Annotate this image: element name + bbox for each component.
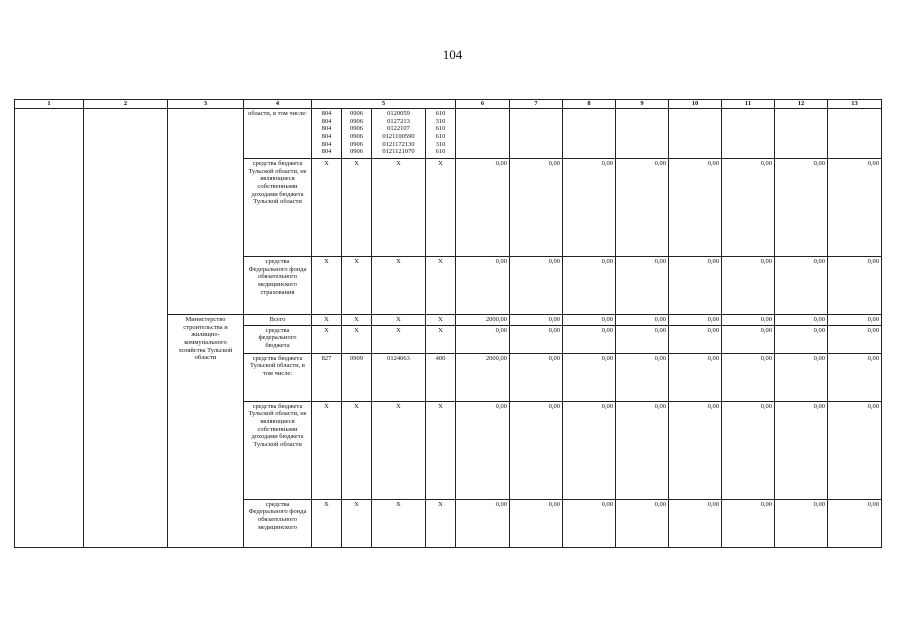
budget-code-cell: 0120059 0127213 0122107 0121100590 0121172130 0121121070	[372, 109, 426, 159]
amount-cell: 0,00	[616, 159, 669, 257]
header-cell: 5	[312, 100, 456, 109]
budget-code-cell: X	[426, 499, 456, 547]
table-row	[15, 109, 882, 159]
budget-code-cell: X	[342, 315, 372, 326]
budget-code-cell: X	[426, 325, 456, 353]
budget-code-cell: X	[312, 159, 342, 257]
amount-cell: 0,00	[669, 257, 722, 315]
amount-cell: 0,00	[722, 401, 775, 499]
amount-cell: 0,00	[616, 315, 669, 326]
amount-cell: 0,00	[563, 325, 616, 353]
header-cell: 6	[456, 100, 510, 109]
funding-source-cell: области, в том числе:	[244, 109, 312, 159]
amount-cell: 0,00	[775, 257, 828, 315]
amount-cell: 0,00	[722, 315, 775, 326]
organization-cell	[168, 109, 244, 315]
amount-cell: 0,00	[828, 257, 882, 315]
budget-code-cell: X	[426, 257, 456, 315]
amount-cell: 0,00	[616, 325, 669, 353]
amount-cell: 0,00	[775, 499, 828, 547]
amount-cell: 0,00	[669, 499, 722, 547]
amount-cell	[563, 109, 616, 159]
header-cell: 10	[669, 100, 722, 109]
amount-cell: 0,00	[828, 315, 882, 326]
amount-cell: 0,00	[828, 499, 882, 547]
amount-cell	[828, 109, 882, 159]
budget-code-cell: X	[372, 315, 426, 326]
amount-cell: 0,00	[775, 159, 828, 257]
amount-cell: 0,00	[510, 257, 563, 315]
header-cell: 4	[244, 100, 312, 109]
amount-cell: 0,00	[510, 325, 563, 353]
budget-code-cell: X	[372, 401, 426, 499]
budget-code-cell: X	[426, 315, 456, 326]
amount-cell: 0,00	[456, 499, 510, 547]
funding-source-cell: средства бюджета Тульской области, не являющиеся собственными доходами бюджета Тульской области	[244, 159, 312, 257]
amount-cell: 0,00	[563, 353, 616, 401]
header-cell: 8	[563, 100, 616, 109]
amount-cell: 0,00	[722, 325, 775, 353]
amount-cell: 0,00	[616, 401, 669, 499]
budget-code-cell: X	[342, 499, 372, 547]
budget-code-cell: X	[312, 315, 342, 326]
amount-cell: 0,00	[456, 401, 510, 499]
organization-cell: Министерство строительства и жилищно-коммунального хозяйства Тульской области	[168, 315, 244, 548]
amount-cell: 0,00	[616, 257, 669, 315]
merged-empty-cell	[84, 109, 168, 548]
amount-cell: 0,00	[563, 401, 616, 499]
amount-cell	[775, 109, 828, 159]
header-cell: 9	[616, 100, 669, 109]
funding-source-cell: средства Федерального фонда обязательного медицинского страхования	[244, 257, 312, 315]
budget-code-cell: X	[342, 257, 372, 315]
header-cell: 1	[15, 100, 84, 109]
budget-code-cell: X	[372, 499, 426, 547]
amount-cell: 0,00	[722, 257, 775, 315]
budget-code-cell: 400	[426, 353, 456, 401]
budget-code-cell: 827	[312, 353, 342, 401]
budget-code-cell: 0124063	[372, 353, 426, 401]
amount-cell: 0,00	[510, 159, 563, 257]
funding-source-cell: средства федерального бюджета	[244, 325, 312, 353]
funding-source-cell: средства Федерального фонда обязательного медицинского	[244, 499, 312, 547]
amount-cell: 0,00	[563, 257, 616, 315]
amount-cell: 0,00	[510, 401, 563, 499]
header-cell: 13	[828, 100, 882, 109]
amount-cell: 0,00	[563, 315, 616, 326]
amount-cell: 0,00	[669, 353, 722, 401]
amount-cell: 0,00	[775, 325, 828, 353]
amount-cell: 0,00	[828, 353, 882, 401]
budget-code-cell: X	[342, 325, 372, 353]
page-number: 104	[442, 47, 463, 62]
amount-cell: 0,00	[722, 499, 775, 547]
budget-table	[14, 99, 882, 548]
amount-cell: 0,00	[669, 401, 722, 499]
amount-cell: 0,00	[722, 353, 775, 401]
amount-cell: 0,00	[563, 159, 616, 257]
amount-cell: 0,00	[456, 159, 510, 257]
budget-code-cell: X	[342, 401, 372, 499]
amount-cell: 2000,00	[456, 353, 510, 401]
budget-code-cell: X	[426, 401, 456, 499]
amount-cell: 0,00	[775, 401, 828, 499]
budget-code-cell: 610 310 610 610 310 610	[426, 109, 456, 159]
amount-cell	[616, 109, 669, 159]
merged-empty-cell	[15, 109, 84, 548]
budget-code-cell: X	[372, 325, 426, 353]
amount-cell: 0,00	[828, 401, 882, 499]
amount-cell: 0,00	[456, 325, 510, 353]
budget-code-cell: X	[312, 499, 342, 547]
header-cell: 12	[775, 100, 828, 109]
amount-cell: 0,00	[669, 325, 722, 353]
amount-cell: 0,00	[722, 159, 775, 257]
budget-code-cell: 0906 0906 0906 0906 0906 0906	[342, 109, 372, 159]
amount-cell: 0,00	[828, 325, 882, 353]
budget-code-cell: 804 804 804 804 804 804	[312, 109, 342, 159]
funding-source-cell: средства бюджета Тульской области, в том числе:	[244, 353, 312, 401]
amount-cell	[456, 109, 510, 159]
amount-cell	[669, 109, 722, 159]
amount-cell: 0,00	[510, 353, 563, 401]
budget-code-cell: X	[342, 159, 372, 257]
amount-cell: 0,00	[510, 315, 563, 326]
amount-cell	[722, 109, 775, 159]
amount-cell: 0,00	[456, 257, 510, 315]
budget-code-cell: X	[312, 257, 342, 315]
header-cell: 7	[510, 100, 563, 109]
amount-cell	[510, 109, 563, 159]
amount-cell: 0,00	[616, 499, 669, 547]
budget-code-cell: X	[312, 401, 342, 499]
amount-cell: 0,00	[669, 159, 722, 257]
budget-code-cell: X	[372, 159, 426, 257]
funding-source-cell: Всего	[244, 315, 312, 326]
amount-cell: 0,00	[828, 159, 882, 257]
header-cell: 3	[168, 100, 244, 109]
header-cell: 2	[84, 100, 168, 109]
budget-code-cell: X	[426, 159, 456, 257]
amount-cell: 0,00	[669, 315, 722, 326]
amount-cell: 0,00	[775, 315, 828, 326]
amount-cell: 0,00	[563, 499, 616, 547]
funding-source-cell: средства бюджета Тульской области, не являющиеся собственными доходами бюджета Тульской области	[244, 401, 312, 499]
budget-code-cell: X	[372, 257, 426, 315]
budget-code-cell: 0909	[342, 353, 372, 401]
amount-cell: 2000,00	[456, 315, 510, 326]
amount-cell: 0,00	[510, 499, 563, 547]
amount-cell: 0,00	[775, 353, 828, 401]
amount-cell: 0,00	[616, 353, 669, 401]
header-row	[15, 100, 882, 109]
budget-code-cell: X	[312, 325, 342, 353]
header-cell: 11	[722, 100, 775, 109]
